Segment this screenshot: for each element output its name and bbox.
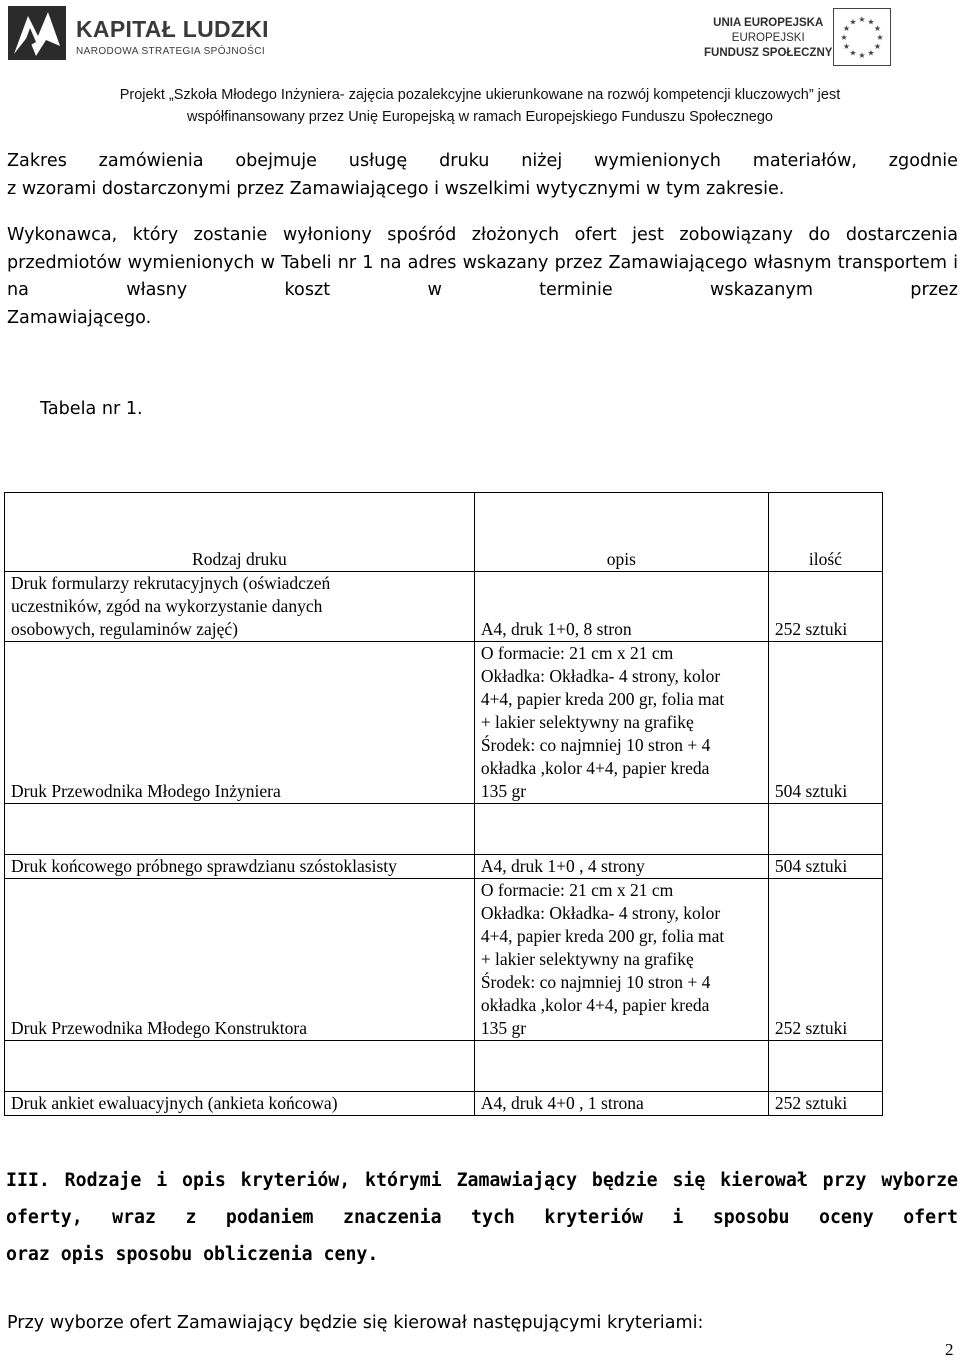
table-row bbox=[5, 1092, 883, 1116]
eu-flag-icon bbox=[833, 8, 891, 66]
contractor-obligation-paragraph bbox=[7, 222, 958, 332]
table-spacer-row bbox=[5, 804, 883, 855]
row2-desc-line: O formacie: 21 cm x 21 cm bbox=[480, 643, 674, 663]
header-type: Rodzaj druku bbox=[5, 493, 475, 572]
spacer-cell bbox=[5, 804, 475, 855]
project-info bbox=[0, 84, 960, 128]
eu-logo bbox=[700, 8, 950, 68]
row3-qty: 504 sztuki bbox=[768, 855, 882, 879]
row1-type-line: osobowych, regulaminów zajęć) bbox=[11, 619, 238, 639]
row1-qty: 252 sztuki bbox=[768, 572, 882, 642]
svg-text:★: ★ bbox=[867, 17, 875, 27]
row4-desc-line: + lakier selektywny na grafikę bbox=[480, 949, 694, 969]
spacer-cell bbox=[768, 804, 882, 855]
contractor-line-4: Zamawiającego. bbox=[7, 307, 152, 328]
svg-text:★: ★ bbox=[858, 51, 866, 60]
row5-desc: A4, druk 4+0 , 1 strona bbox=[474, 1092, 768, 1116]
row2-desc-line: 135 gr bbox=[480, 781, 527, 801]
svg-text:★: ★ bbox=[873, 42, 882, 51]
eu-logo-text bbox=[704, 16, 832, 61]
svg-text:★: ★ bbox=[842, 24, 851, 33]
row2-qty: 504 sztuki bbox=[768, 642, 882, 804]
row1-type-line: uczestników, zgód na wykorzystanie danych bbox=[11, 596, 323, 616]
table-header-row bbox=[5, 493, 883, 572]
svg-text:★: ★ bbox=[876, 33, 884, 42]
kapital-ludzki-logo bbox=[8, 4, 278, 64]
row2-type: Druk Przewodnika Młodego Inżyniera bbox=[5, 642, 475, 804]
row4-desc-line: Środek: co najmniej 10 stron + 4 bbox=[480, 972, 711, 992]
eu-logo-line2: EUROPEJSKI bbox=[731, 32, 805, 44]
contractor-line-2: dostarczenia przedmiotów wymienionych w Tabeli nr 1 na adres wskazany przez bbox=[7, 225, 959, 273]
row4-desc bbox=[474, 879, 768, 1041]
svg-text:★: ★ bbox=[873, 24, 882, 33]
row2-desc-line: + lakier selektywny na grafikę bbox=[480, 712, 694, 732]
row4-type: Druk Przewodnika Młodego Konstruktora bbox=[5, 879, 475, 1041]
criteria-intro: Przy wyborze ofert Zamawiający będzie się kierował następującymi kryteriami: bbox=[7, 1313, 704, 1333]
svg-text:★: ★ bbox=[867, 48, 875, 58]
contractor-line-1: Wykonawca, który zostanie wyłoniony spośród złożonych ofert jest zobowiązany do bbox=[7, 225, 831, 245]
row1-type-line: Druk formularzy rekrutacyjnych (oświadczeń bbox=[11, 573, 331, 593]
print-orders-table bbox=[4, 492, 883, 1116]
table-title: Tabela nr 1. bbox=[40, 399, 143, 419]
svg-text:★: ★ bbox=[840, 33, 848, 42]
section-3-line-2: wyborze oferty, wraz z podaniem znaczenia tych kryteriów i sposobu oceny ofert bbox=[6, 1170, 958, 1228]
page-number: 2 bbox=[945, 1340, 954, 1359]
row2-desc-line: 4+4, papier kreda 200 gr, folia mat bbox=[480, 689, 725, 709]
svg-text:★: ★ bbox=[849, 17, 857, 27]
row4-desc-line: O formacie: 21 cm x 21 cm bbox=[480, 880, 674, 900]
row2-desc-line: okładka ,kolor 4+4, papier kreda bbox=[480, 758, 710, 778]
spacer-cell bbox=[474, 1041, 768, 1092]
order-scope-line-1: Zakres zamówienia obejmuje usługę druku niżej wymienionych materiałów, zgodnie bbox=[7, 151, 958, 171]
order-scope-paragraph bbox=[7, 148, 958, 203]
project-line-1: Projekt „Szkoła Młodego Inżyniera- zajęcia pozalekcyjne ukierunkowane na rozwój kompetencji kluczowych” jest bbox=[119, 87, 841, 103]
logo-title: KAPITAŁ LUDZKI bbox=[76, 16, 269, 42]
table-row bbox=[5, 879, 883, 1041]
section-3-heading bbox=[6, 1162, 958, 1273]
row2-desc bbox=[474, 642, 768, 804]
row2-desc-line: Okładka: Okładka- 4 strony, kolor bbox=[480, 666, 721, 686]
header-qty: ilość bbox=[768, 493, 882, 572]
row3-type: Druk końcowego próbnego sprawdzianu szóstoklasisty bbox=[5, 855, 475, 879]
row1-type bbox=[5, 572, 475, 642]
header-desc: opis bbox=[474, 493, 768, 572]
row4-qty: 252 sztuki bbox=[768, 879, 882, 1041]
project-line-2: współfinansowany przez Unię Europejską w ramach Europejskiego Funduszu Społecznego bbox=[187, 109, 773, 125]
row4-desc-line: 4+4, papier kreda 200 gr, folia mat bbox=[480, 926, 725, 946]
order-scope-line-2: z wzorami dostarczonymi przez Zamawiającego i wszelkimi wytycznymi w tym zakresie. bbox=[7, 178, 785, 199]
eu-logo-line1: UNIA EUROPEJSKA bbox=[713, 17, 824, 29]
row4-desc-line: okładka ,kolor 4+4, papier kreda bbox=[480, 995, 710, 1015]
row5-type: Druk ankiet ewaluacyjnych (ankieta końcowa) bbox=[5, 1092, 475, 1116]
row4-desc-line: Okładka: Okładka- 4 strony, kolor bbox=[480, 903, 721, 923]
table-row bbox=[5, 642, 883, 804]
spacer-cell bbox=[5, 1041, 475, 1092]
row5-qty: 252 sztuki bbox=[768, 1092, 882, 1116]
svg-text:★: ★ bbox=[858, 15, 866, 24]
contractor-line-3: Zamawiającego własnym transportem i na własny koszt w terminie wskazanym przez bbox=[7, 252, 958, 300]
svg-text:★: ★ bbox=[842, 42, 851, 51]
table-row bbox=[5, 855, 883, 879]
spacer-cell bbox=[768, 1041, 882, 1092]
row3-desc: A4, druk 1+0 , 4 strony bbox=[474, 855, 768, 879]
row1-desc: A4, druk 1+0, 8 stron bbox=[474, 572, 768, 642]
table-row bbox=[5, 572, 883, 642]
table-spacer-row bbox=[5, 1041, 883, 1092]
svg-text:★: ★ bbox=[849, 48, 857, 58]
row4-desc-line: 135 gr bbox=[480, 1018, 527, 1038]
kapital-ludzki-flag-icon bbox=[8, 6, 66, 60]
logo-subtitle: NARODOWA STRATEGIA SPÓJNOŚCI bbox=[76, 46, 266, 57]
section-3-line-3: oraz opis sposobu obliczenia ceny. bbox=[6, 1244, 379, 1265]
spacer-cell bbox=[474, 804, 768, 855]
row2-desc-line: Środek: co najmniej 10 stron + 4 bbox=[480, 735, 711, 755]
section-3-line-1: III. Rodzaje i opis kryteriów, którymi Zamawiający będzie się kierował przy bbox=[6, 1170, 867, 1191]
eu-logo-line3: FUNDUSZ SPOŁECZNY bbox=[704, 47, 833, 59]
